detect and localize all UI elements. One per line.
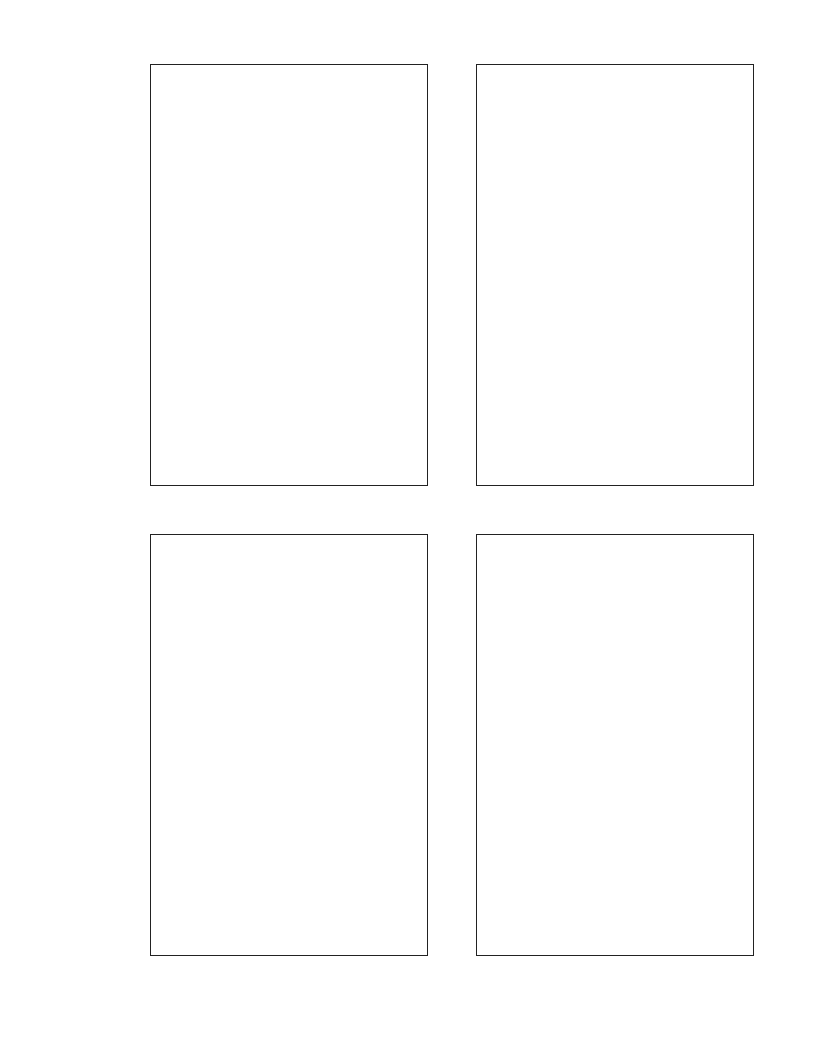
message-card — [150, 534, 428, 956]
message-card — [476, 64, 754, 486]
spiral-binding — [70, 60, 130, 990]
message-card — [150, 64, 428, 486]
message-card — [476, 534, 754, 956]
